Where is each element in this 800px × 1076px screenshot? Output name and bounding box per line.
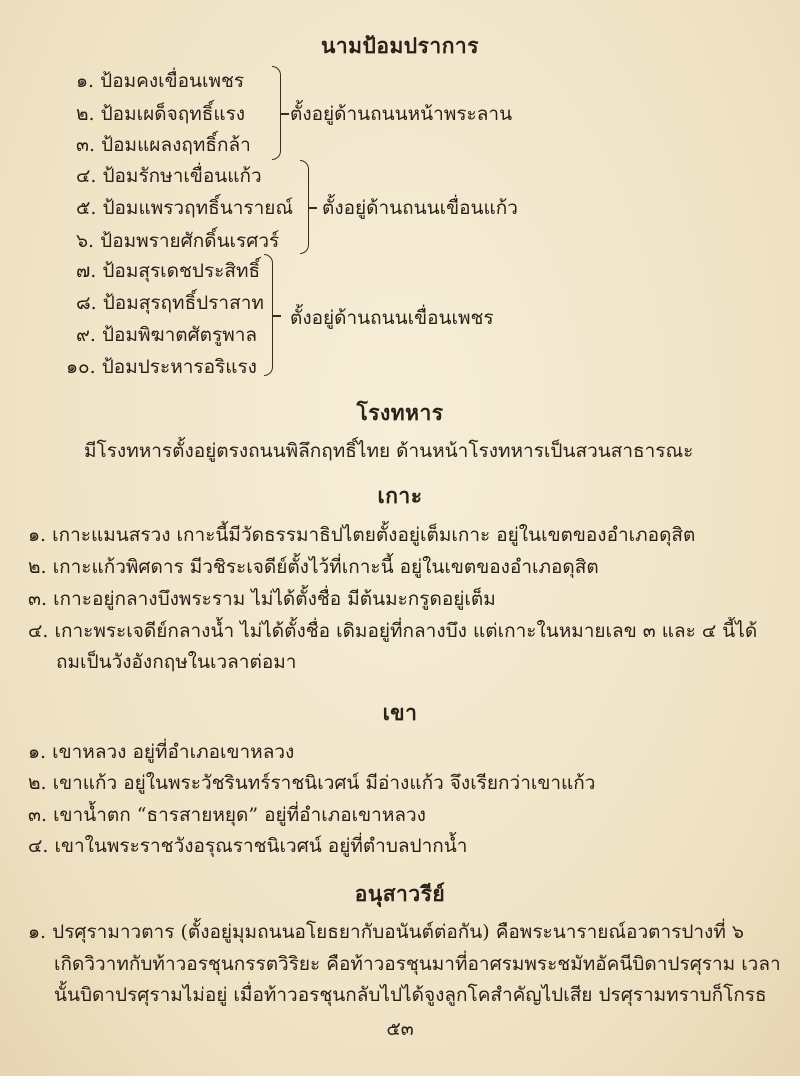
gate-group-location: ตั้งอยู่ด้านถนนเขื่อนเพชร (290, 307, 494, 329)
page-number: ๕๓ (386, 1018, 414, 1040)
hills-title: เขา (382, 700, 418, 725)
gate-item: ๑๐. ป้อมประหารอริแรง (66, 356, 257, 378)
monument-line: ๑. ปรศุรามาวตาร (ตั้งอยู่มุมถนนอโยธยากับอนันต์ต่อกัน) คือพระนารายณ์อวตารปางที่ ๖ (28, 921, 744, 943)
gate-item: ๔. ป้อมรักษาเขื่อนแก้ว (76, 165, 262, 187)
gate-item: ๒. ป้อมเผด็จฤทธิ์แรง (76, 103, 246, 125)
gate-item: ๘. ป้อมสุรฤทธิ์ปราสาท (76, 292, 264, 314)
theatre-title: โรงทหาร (356, 400, 444, 425)
group-brace (300, 160, 309, 254)
island-line: ๔. เกาะพระเจดีย์กลางน้ำ ไม่ได้ตั้งชื่อ เดิมอยู่ที่กลางบึง แต่เกาะในหมายเลข ๓ และ ๔ นี้ได้ (28, 620, 758, 642)
gate-item: ๖. ป้อมพรายศักดิ์นเรศวร์ (76, 230, 280, 252)
gates-title: นามป้อมปราการ (321, 33, 479, 58)
gate-item: ๗. ป้อมสุรเดชประสิทธิ์ (76, 260, 261, 282)
gate-item: ๕. ป้อมแพรวฤทธิ์นารายณ์ (76, 197, 294, 219)
hill-line: ๔. เขาในพระราชวังอรุณราชนิเวศน์ อยู่ที่ตำบลปากน้ำ (28, 835, 468, 857)
island-line: ๓. เกาะอยู่กลางบึงพระราม ไม่ได้ตั้งชื่อ มีต้นมะกรูดอยู่เต็ม (28, 588, 496, 610)
group-brace (272, 66, 281, 160)
theatre-text: มีโรงทหารตั้งอยู่ตรงถนนพิลึกฤทธิ์ไทย ด้านหน้าโรงทหารเป็นสวนสาธารณะ (84, 440, 694, 462)
island-line: ๑. เกาะแมนสรวง เกาะนี้มีวัดธรรมาธิปไตยตั้งอยู่เต็มเกาะ อยู่ในเขตของอำเภอดุสิต (28, 524, 696, 546)
island-line: ถมเป็นวังอังกฤษในเวลาต่อมา (56, 651, 297, 673)
hill-line: ๒. เขาแก้ว อยู่ในพระวัชรินทร์ราชนิเวศน์ มีอ่างแก้ว จึงเรียกว่าเขาแก้ว (28, 772, 596, 794)
monument-line: เกิดวิวาทกับท้าวอรชุนกรรตวิริยะ คือท้าวอรชุนมาที่อาศรมพระชมัทอัคนีบิดาปรศุราม เวลา (54, 953, 781, 975)
gate-item: ๙. ป้อมพิฆาตศัตรูพาล (76, 324, 258, 346)
group-brace (264, 254, 273, 376)
hill-line: ๑. เขาหลวง อยู่ที่อำเภอเขาหลวง (28, 741, 295, 763)
monuments-title: อนุสาวรีย์ (354, 881, 446, 906)
gate-item: ๓. ป้อมแผลงฤทธิ์กล้า (76, 134, 251, 156)
islands-title: เกาะ (377, 483, 423, 508)
gate-group-location: ตั้งอยู่ด้านถนนหน้าพระลาน (290, 103, 513, 125)
monument-line: นั้นบิดาปรศุรามไม่อยู่ เมื่อท้าวอรชุนกลับไปได้จูงลูกโคสำคัญไปเสีย ปรศุรามทราบก็โกรธ (54, 984, 767, 1006)
gate-group-location: ตั้งอยู่ด้านถนนเขื่อนแก้ว (322, 197, 518, 219)
hill-line: ๓. เขาน้ำตก “ธารสายหยุด” อยู่ที่อำเภอเขาหลวง (28, 804, 426, 826)
gate-item: ๑. ป้อมคงเขื่อนเพชร (76, 70, 245, 92)
island-line: ๒. เกาะแก้วพิศดาร มีวชิระเจดีย์ตั้งไว้ที่เกาะนี้ อยู่ในเขตของอำเภอดุสิต (28, 556, 599, 578)
